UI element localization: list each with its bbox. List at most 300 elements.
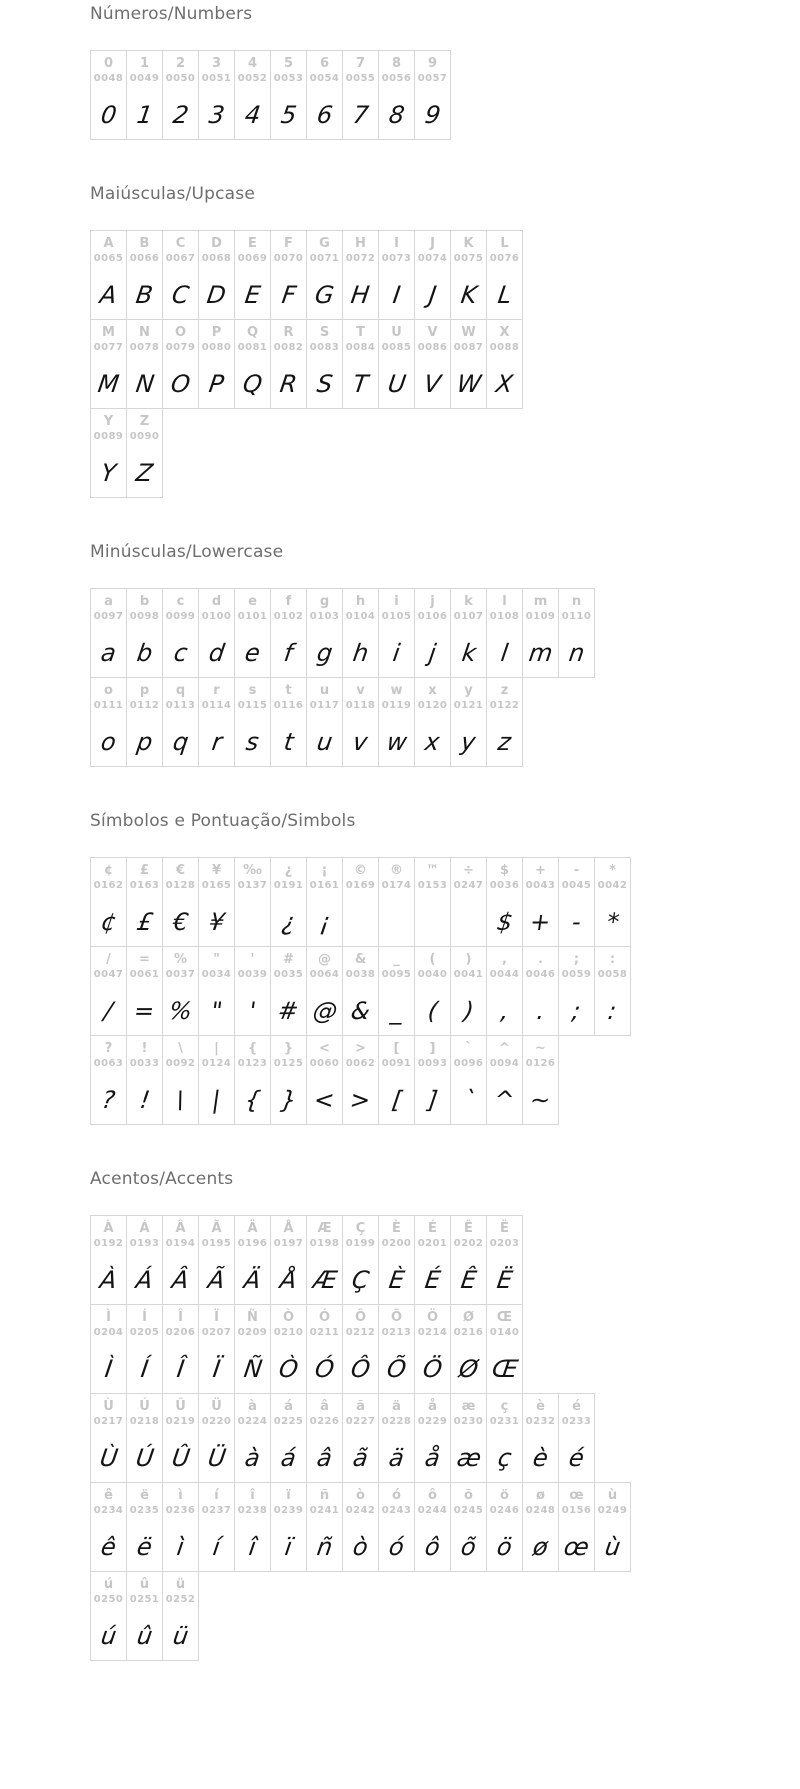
cell-char-label: |: [214, 1041, 219, 1056]
cell-unicode-label: 0088: [489, 341, 520, 353]
cell-glyph: T: [351, 369, 370, 398]
cell-glyph: O: [169, 369, 192, 398]
cell-unicode-label: 0109: [525, 610, 556, 622]
glyph-cell: [414, 230, 451, 320]
glyph-cell: [126, 1035, 163, 1125]
cell-glyph: ã: [351, 1443, 370, 1472]
glyph-cell: [414, 857, 451, 947]
cell-unicode-label: 0038: [345, 968, 376, 980]
section-title: Acentos/Accents: [90, 1169, 234, 1189]
cell-glyph: ê: [99, 1532, 118, 1561]
glyph-cell: [378, 319, 415, 409]
glyph-cell: [342, 677, 379, 767]
glyph-cell: [198, 857, 235, 947]
cell-glyph: @: [310, 996, 339, 1025]
cell-char-label: A: [103, 236, 114, 251]
cell-char-label: /: [106, 952, 111, 967]
cell-unicode-label: 0058: [597, 968, 628, 980]
cell-unicode-label: 0041: [453, 968, 484, 980]
cell-glyph: S: [314, 369, 335, 398]
cell-unicode-label: 0213: [381, 1326, 412, 1338]
glyph-cell: [90, 319, 127, 409]
cell-char-label: #: [283, 952, 294, 967]
glyph-cell: [414, 319, 451, 409]
cell-unicode-label: 0206: [165, 1326, 196, 1338]
cell-unicode-label: 0099: [165, 610, 196, 622]
section-rows: [90, 857, 790, 1125]
glyph-row: [90, 230, 790, 320]
cell-char-label: Ó: [318, 1310, 331, 1325]
cell-glyph: y: [459, 727, 478, 756]
cell-char-label: =: [139, 952, 150, 967]
cell-unicode-label: 0174: [381, 879, 412, 891]
cell-unicode-label: 0042: [597, 879, 628, 891]
cell-glyph: 0: [98, 100, 119, 129]
cell-char-label: ): [465, 952, 472, 967]
cell-glyph: w: [384, 727, 409, 756]
cell-char-label: à: [248, 1399, 257, 1414]
cell-char-label: ©: [354, 863, 367, 878]
cell-glyph: Ê: [459, 1265, 479, 1294]
glyph-cell: [162, 1035, 199, 1125]
cell-unicode-label: 0103: [309, 610, 340, 622]
glyph-row: [90, 1035, 790, 1125]
cell-char-label: b: [139, 594, 150, 609]
cell-unicode-label: 0065: [93, 252, 124, 264]
cell-char-label: Ò: [282, 1310, 295, 1325]
cell-glyph: f: [282, 638, 295, 667]
glyph-cell: [162, 1215, 199, 1305]
cell-char-label: Z: [139, 414, 150, 429]
cell-glyph: Â: [170, 1265, 191, 1294]
cell-glyph: x: [423, 727, 442, 756]
glyph-cell: [90, 1482, 127, 1572]
cell-char-label: [: [393, 1041, 400, 1056]
cell-unicode-label: 0247: [453, 879, 484, 891]
cell-unicode-label: 0220: [201, 1415, 232, 1427]
cell-unicode-label: 0162: [93, 879, 124, 891]
cell-unicode-label: 0085: [381, 341, 412, 353]
cell-unicode-label: 0123: [237, 1057, 268, 1069]
cell-unicode-label: 0078: [129, 341, 160, 353]
cell-unicode-label: 0056: [381, 72, 412, 84]
cell-unicode-label: 0113: [165, 699, 196, 711]
glyph-cell: [270, 857, 307, 947]
cell-glyph: È: [387, 1265, 407, 1294]
cell-char-label: Õ: [390, 1310, 403, 1325]
glyph-cell: [378, 1215, 415, 1305]
cell-unicode-label: 0248: [525, 1504, 556, 1516]
cell-char-label: W: [461, 325, 476, 340]
cell-unicode-label: 0211: [309, 1326, 340, 1338]
cell-char-label: €: [175, 863, 186, 878]
glyph-cell: [90, 857, 127, 947]
glyph-cell: [414, 1035, 451, 1125]
glyph-cell: [270, 1304, 307, 1394]
cell-glyph: A: [98, 280, 119, 309]
glyph-cell: [306, 1035, 343, 1125]
cell-unicode-label: 0090: [129, 430, 160, 442]
cell-unicode-label: 0079: [165, 341, 196, 353]
glyph-cell: [162, 946, 199, 1036]
cell-glyph: Q: [241, 369, 264, 398]
cell-char-label: ã: [356, 1399, 365, 1414]
cell-unicode-label: 0080: [201, 341, 232, 353]
cell-char-label: 8: [391, 56, 402, 71]
cell-unicode-label: 0252: [165, 1593, 196, 1605]
cell-glyph: 2: [170, 100, 191, 129]
section-title: Minúsculas/Lowercase: [90, 542, 284, 562]
glyph-row: [90, 677, 790, 767]
cell-char-label: ÷: [463, 863, 474, 878]
glyph-row: [90, 1215, 790, 1305]
cell-char-label: Y: [103, 414, 114, 429]
glyph-cell: [414, 588, 451, 678]
cell-char-label: ä: [392, 1399, 401, 1414]
cell-char-label: Ë: [500, 1221, 509, 1236]
glyph-cell: [162, 1393, 199, 1483]
cell-char-label: _: [393, 952, 400, 967]
cell-glyph: H: [349, 280, 372, 309]
cell-glyph: 4: [242, 100, 263, 129]
glyph-cell: [90, 1571, 127, 1661]
cell-glyph: >: [348, 1085, 373, 1114]
cell-unicode-label: 0053: [273, 72, 304, 84]
glyph-cell: [234, 946, 271, 1036]
cell-glyph: V: [422, 369, 443, 398]
glyph-cell: [198, 319, 235, 409]
glyph-cell: [450, 1482, 487, 1572]
cell-unicode-label: 0097: [93, 610, 124, 622]
cell-glyph: ¥: [206, 907, 227, 936]
cell-char-label: u: [319, 683, 330, 698]
cell-char-label: r: [213, 683, 220, 698]
section-title: Símbolos e Pontuação/Simbols: [90, 811, 356, 831]
glyph-cell: [342, 1035, 379, 1125]
cell-unicode-label: 0033: [129, 1057, 160, 1069]
cell-char-label: y: [464, 683, 473, 698]
glyph-cell: [306, 857, 343, 947]
glyph-cell: [198, 1482, 235, 1572]
glyph-cell: [342, 588, 379, 678]
cell-char-label: í: [214, 1488, 219, 1503]
cell-unicode-label: 0115: [237, 699, 268, 711]
cell-char-label: Ö: [426, 1310, 439, 1325]
cell-char-label: v: [356, 683, 365, 698]
glyph-cell: [306, 588, 343, 678]
cell-char-label: {: [247, 1041, 258, 1056]
cell-unicode-label: 0054: [309, 72, 340, 84]
glyph-cell: [414, 1393, 451, 1483]
cell-unicode-label: 0111: [93, 699, 124, 711]
cell-glyph: ?: [100, 1085, 117, 1114]
cell-glyph: Ö: [421, 1354, 444, 1383]
cell-glyph: {: [242, 1085, 263, 1114]
glyph-cell: [270, 588, 307, 678]
cell-char-label: s: [248, 683, 257, 698]
cell-glyph: à: [243, 1443, 262, 1472]
cell-glyph: E: [243, 280, 263, 309]
cell-glyph: =: [132, 996, 157, 1025]
glyph-cell: [342, 1393, 379, 1483]
cell-unicode-label: 0197: [273, 1237, 304, 1249]
cell-unicode-label: 0137: [237, 879, 268, 891]
cell-glyph: U: [385, 369, 408, 398]
cell-unicode-label: 0238: [237, 1504, 268, 1516]
glyph-cell: [342, 857, 379, 947]
cell-char-label: ô: [428, 1488, 437, 1503]
cell-glyph: ì: [175, 1532, 186, 1561]
cell-glyph: b: [134, 638, 155, 667]
glyph-cell: [450, 1035, 487, 1125]
cell-char-label: N: [139, 325, 150, 340]
cell-unicode-label: 0074: [417, 252, 448, 264]
cell-glyph: r: [209, 727, 224, 756]
cell-unicode-label: 0061: [129, 968, 160, 980]
cell-glyph: ö: [495, 1532, 514, 1561]
cell-char-label: S: [319, 325, 330, 340]
glyph-cell: [522, 1035, 559, 1125]
glyph-cell: [306, 230, 343, 320]
glyph-cell: [90, 408, 127, 498]
glyph-cell: [234, 677, 271, 767]
cell-char-label: @: [318, 952, 331, 967]
glyph-cell: [270, 1035, 307, 1125]
cell-unicode-label: 0245: [453, 1504, 484, 1516]
cell-glyph: +: [528, 907, 553, 936]
cell-unicode-label: 0114: [201, 699, 232, 711]
glyph-cell: [198, 1215, 235, 1305]
cell-glyph: |: [210, 1085, 223, 1114]
cell-char-label: ú: [103, 1577, 114, 1592]
glyph-cell: [486, 1304, 523, 1394]
cell-glyph: _: [388, 996, 405, 1025]
cell-char-label: ç: [500, 1399, 509, 1414]
cell-glyph: D: [205, 280, 228, 309]
glyph-cell: [198, 50, 235, 140]
cell-glyph: I: [391, 280, 403, 309]
cell-glyph: (: [425, 996, 440, 1025]
glyph-cell: [306, 1393, 343, 1483]
cell-unicode-label: 0069: [237, 252, 268, 264]
cell-glyph: ë: [135, 1532, 154, 1561]
cell-glyph: c: [172, 638, 190, 667]
glyph-cell: [486, 946, 523, 1036]
cell-glyph: F: [279, 280, 298, 309]
glyph-cell: [234, 588, 271, 678]
cell-glyph: g: [314, 638, 335, 667]
cell-glyph: L: [495, 280, 514, 309]
cell-glyph: å: [423, 1443, 442, 1472]
cell-glyph: a: [99, 638, 118, 667]
cell-char-label: (: [429, 952, 436, 967]
cell-char-label: I: [394, 236, 399, 251]
glyph-cell: [558, 946, 595, 1036]
glyph-row: [90, 857, 790, 947]
glyph-cell: [162, 857, 199, 947]
glyph-cell: [198, 1393, 235, 1483]
cell-unicode-label: 0077: [93, 341, 124, 353]
cell-glyph: ': [247, 996, 258, 1025]
cell-char-label: ?: [104, 1041, 113, 1056]
cell-char-label: l: [502, 594, 507, 609]
cell-char-label: 9: [427, 56, 438, 71]
cell-char-label: t: [285, 683, 292, 698]
glyph-cell: [414, 677, 451, 767]
cell-unicode-label: 0051: [201, 72, 232, 84]
cell-glyph: û: [135, 1621, 155, 1650]
glyph-cell: [522, 588, 559, 678]
cell-glyph: 6: [314, 100, 335, 129]
cell-glyph: 8: [386, 100, 407, 129]
cell-unicode-label: 0110: [561, 610, 592, 622]
cell-unicode-label: 0235: [129, 1504, 160, 1516]
cell-unicode-label: 0047: [93, 968, 124, 980]
cell-glyph: q: [170, 727, 191, 756]
cell-glyph: Á: [134, 1265, 155, 1294]
cell-glyph: Y: [99, 458, 118, 487]
cell-glyph: 1: [134, 100, 155, 129]
cell-unicode-label: 0246: [489, 1504, 520, 1516]
glyph-cell: [342, 1304, 379, 1394]
cell-char-label: ê: [104, 1488, 113, 1503]
cell-char-label: 6: [319, 56, 330, 71]
glyph-cell: [234, 1215, 271, 1305]
cell-char-label: a: [104, 594, 113, 609]
glyph-cell: [558, 588, 595, 678]
cell-unicode-label: 0202: [453, 1237, 484, 1249]
cell-unicode-label: 0076: [489, 252, 520, 264]
cell-char-label: Ï: [214, 1310, 219, 1325]
glyph-cell: [450, 1215, 487, 1305]
cell-glyph: u: [315, 727, 335, 756]
glyph-cell: [378, 677, 415, 767]
glyph-section: [90, 542, 790, 767]
glyph-cell: [342, 50, 379, 140]
glyph-cell: [486, 319, 523, 409]
cell-unicode-label: 0226: [309, 1415, 340, 1427]
cell-glyph: i: [391, 638, 402, 667]
glyph-cell: [162, 319, 199, 409]
cell-unicode-label: 0169: [345, 879, 376, 891]
cell-char-label: <: [319, 1041, 330, 1056]
cell-char-label: ì: [178, 1488, 183, 1503]
cell-char-label: +: [535, 863, 546, 878]
cell-unicode-label: 0112: [129, 699, 160, 711]
glyph-cell: [486, 230, 523, 320]
glyph-cell: [306, 50, 343, 140]
cell-unicode-label: 0203: [489, 1237, 520, 1249]
cell-glyph: k: [459, 638, 478, 667]
cell-char-label: h: [355, 594, 366, 609]
glyph-cell: [198, 1035, 235, 1125]
cell-glyph: o: [99, 727, 118, 756]
cell-glyph: `: [460, 1085, 477, 1114]
cell-char-label: ^: [499, 1041, 510, 1056]
cell-char-label: B: [139, 236, 150, 251]
cell-glyph: Ô: [349, 1354, 372, 1383]
glyph-row: [90, 50, 790, 140]
cell-char-label: ù: [607, 1488, 618, 1503]
cell-unicode-label: 0052: [237, 72, 268, 84]
cell-unicode-label: 0229: [417, 1415, 448, 1427]
glyph-cell: [450, 1393, 487, 1483]
cell-glyph: [: [389, 1085, 404, 1114]
cell-unicode-label: 0084: [345, 341, 376, 353]
cell-unicode-label: 0163: [129, 879, 160, 891]
cell-unicode-label: 0214: [417, 1326, 448, 1338]
cell-char-label: J: [430, 236, 435, 251]
cell-char-label: q: [175, 683, 186, 698]
cell-glyph: Ñ: [241, 1354, 264, 1383]
cell-glyph: \: [174, 1085, 187, 1114]
cell-glyph: ;: [570, 996, 583, 1025]
section-rows: [90, 588, 790, 767]
glyph-cell: [90, 1035, 127, 1125]
cell-char-label: Ü: [211, 1399, 222, 1414]
cell-unicode-label: 0091: [381, 1057, 412, 1069]
glyph-cell: [450, 319, 487, 409]
glyph-cell: [378, 1393, 415, 1483]
cell-glyph: á: [279, 1443, 298, 1472]
cell-char-label: ü: [175, 1577, 186, 1592]
cell-char-label: ¢: [103, 863, 114, 878]
cell-glyph: Û: [169, 1443, 192, 1472]
cell-glyph: /: [102, 996, 115, 1025]
glyph-cell: [198, 1304, 235, 1394]
glyph-cell: [234, 1482, 271, 1572]
cell-unicode-label: 0217: [93, 1415, 124, 1427]
cell-char-label: ø: [536, 1488, 545, 1503]
cell-unicode-label: 0192: [93, 1237, 124, 1249]
cell-unicode-label: 0241: [309, 1504, 340, 1516]
cell-unicode-label: 0057: [417, 72, 448, 84]
glyph-row: [90, 1304, 790, 1394]
cell-unicode-label: 0036: [489, 879, 520, 891]
glyph-cell: [126, 230, 163, 320]
cell-glyph: Ç: [350, 1265, 371, 1294]
cell-glyph: s: [244, 727, 261, 756]
cell-glyph: ]: [425, 1085, 440, 1114]
cell-char-label: g: [319, 594, 330, 609]
cell-char-label: ö: [500, 1488, 509, 1503]
cell-glyph: j: [427, 638, 438, 667]
glyph-row: [90, 1393, 790, 1483]
cell-unicode-label: 0242: [345, 1504, 376, 1516]
glyph-cell: [126, 857, 163, 947]
glyph-cell: [558, 857, 595, 947]
glyph-cell: [522, 946, 559, 1036]
cell-char-label: D: [211, 236, 222, 251]
cell-char-label: C: [175, 236, 186, 251]
cell-char-label: Û: [175, 1399, 186, 1414]
cell-char-label: -: [573, 863, 580, 878]
glyph-cell: [162, 50, 199, 140]
cell-unicode-label: 0228: [381, 1415, 412, 1427]
cell-unicode-label: 0205: [129, 1326, 160, 1338]
section-title: Maiúsculas/Upcase: [90, 184, 255, 204]
cell-char-label: ~: [535, 1041, 546, 1056]
cell-unicode-label: 0196: [237, 1237, 268, 1249]
cell-glyph: W: [454, 369, 483, 398]
cell-glyph: ø: [531, 1532, 550, 1561]
cell-glyph: C: [170, 280, 191, 309]
cell-unicode-label: 0040: [417, 968, 448, 980]
glyph-section: [90, 184, 790, 498]
cell-unicode-label: 0126: [525, 1057, 556, 1069]
cell-glyph: è: [531, 1443, 550, 1472]
cell-char-label: Î: [178, 1310, 183, 1325]
